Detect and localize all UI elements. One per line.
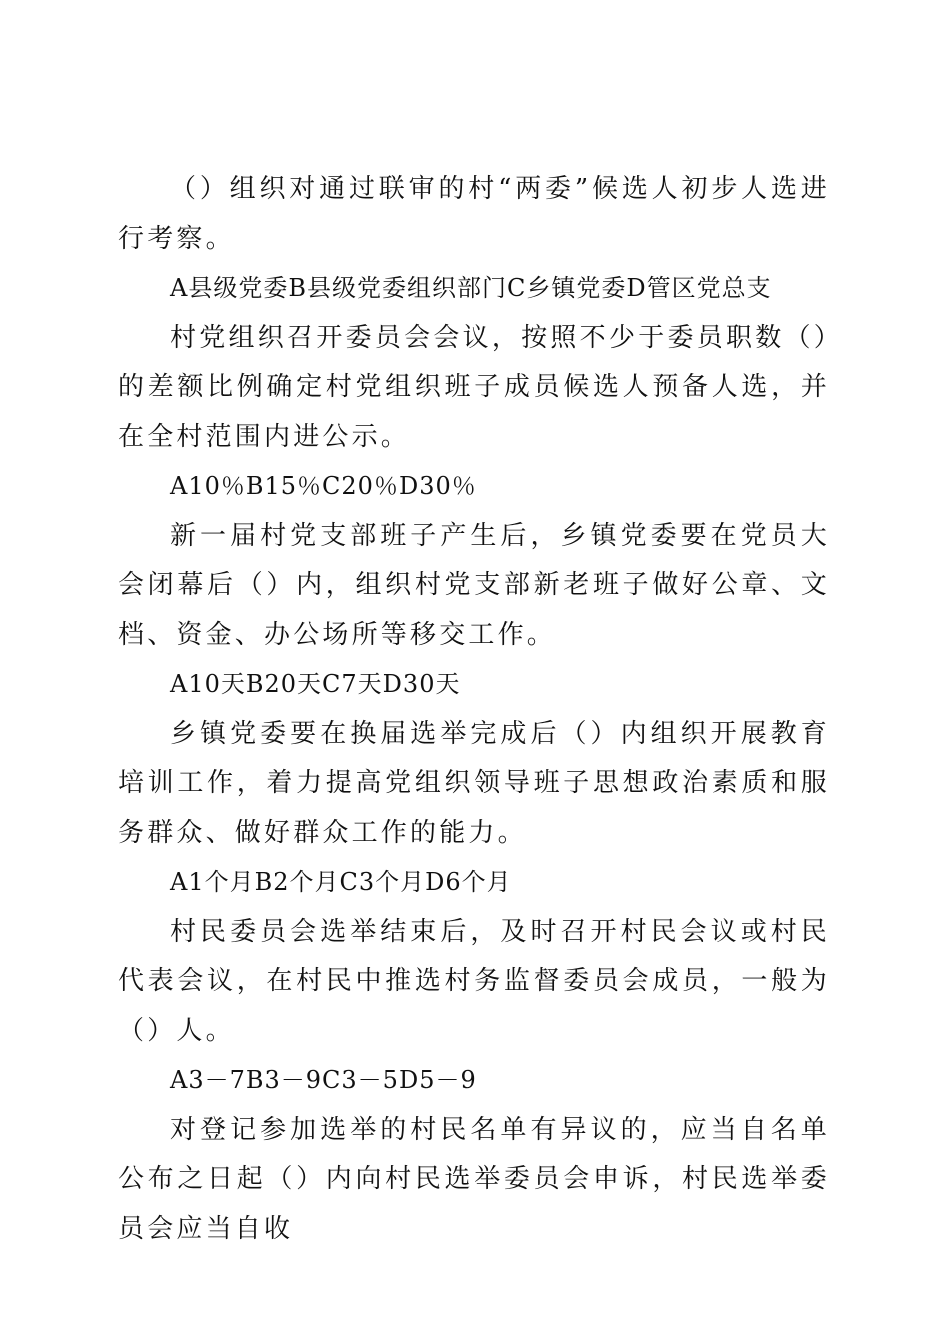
question-3: 新一届村党支部班子产生后，乡镇党委要在党员大会闭幕后（）内，组织村党支部新老班子做好公章、文档、资金、办公场所等移交工作。: [118, 520, 830, 650]
question-4: 乡镇党委要在换届选举完成后（）内组织开展教育培训工作，着力提高党组织领导班子思想政治素质和服务群众、做好群众工作的能力。: [118, 718, 830, 848]
question-6: 对登记参加选举的村民名单有异议的，应当自名单公布之日起（）内向村民选举委员会申诉，村民选举委员会应当自收: [118, 1114, 830, 1244]
question-2: 村党组织召开委员会会议，按照不少于委员职数（）的差额比例确定村党组织班子成员候选人预备人选，并在全村范围内进公示。: [118, 322, 830, 452]
options-2: A10％B15％C20％D30％: [170, 472, 477, 500]
question-1: （）组织对通过联审的村“两委”候选人初步人选进行考察。: [118, 174, 830, 254]
options-4: A1个月B2个月C3个月D6个月: [170, 868, 512, 896]
document-page: [118, 165, 830, 1254]
options-1: A县级党委B县级党委组织部门C乡镇党委D管区党总支: [170, 274, 772, 302]
options-5: A3－7B3－9C3－5D5－9: [170, 1066, 477, 1094]
question-5: 村民委员会选举结束后，及时召开村民会议或村民代表会议，在村民中推选村务监督委员会成员，一般为（）人。: [118, 916, 830, 1046]
options-3: A10天B20天C7天D30天: [170, 670, 461, 698]
